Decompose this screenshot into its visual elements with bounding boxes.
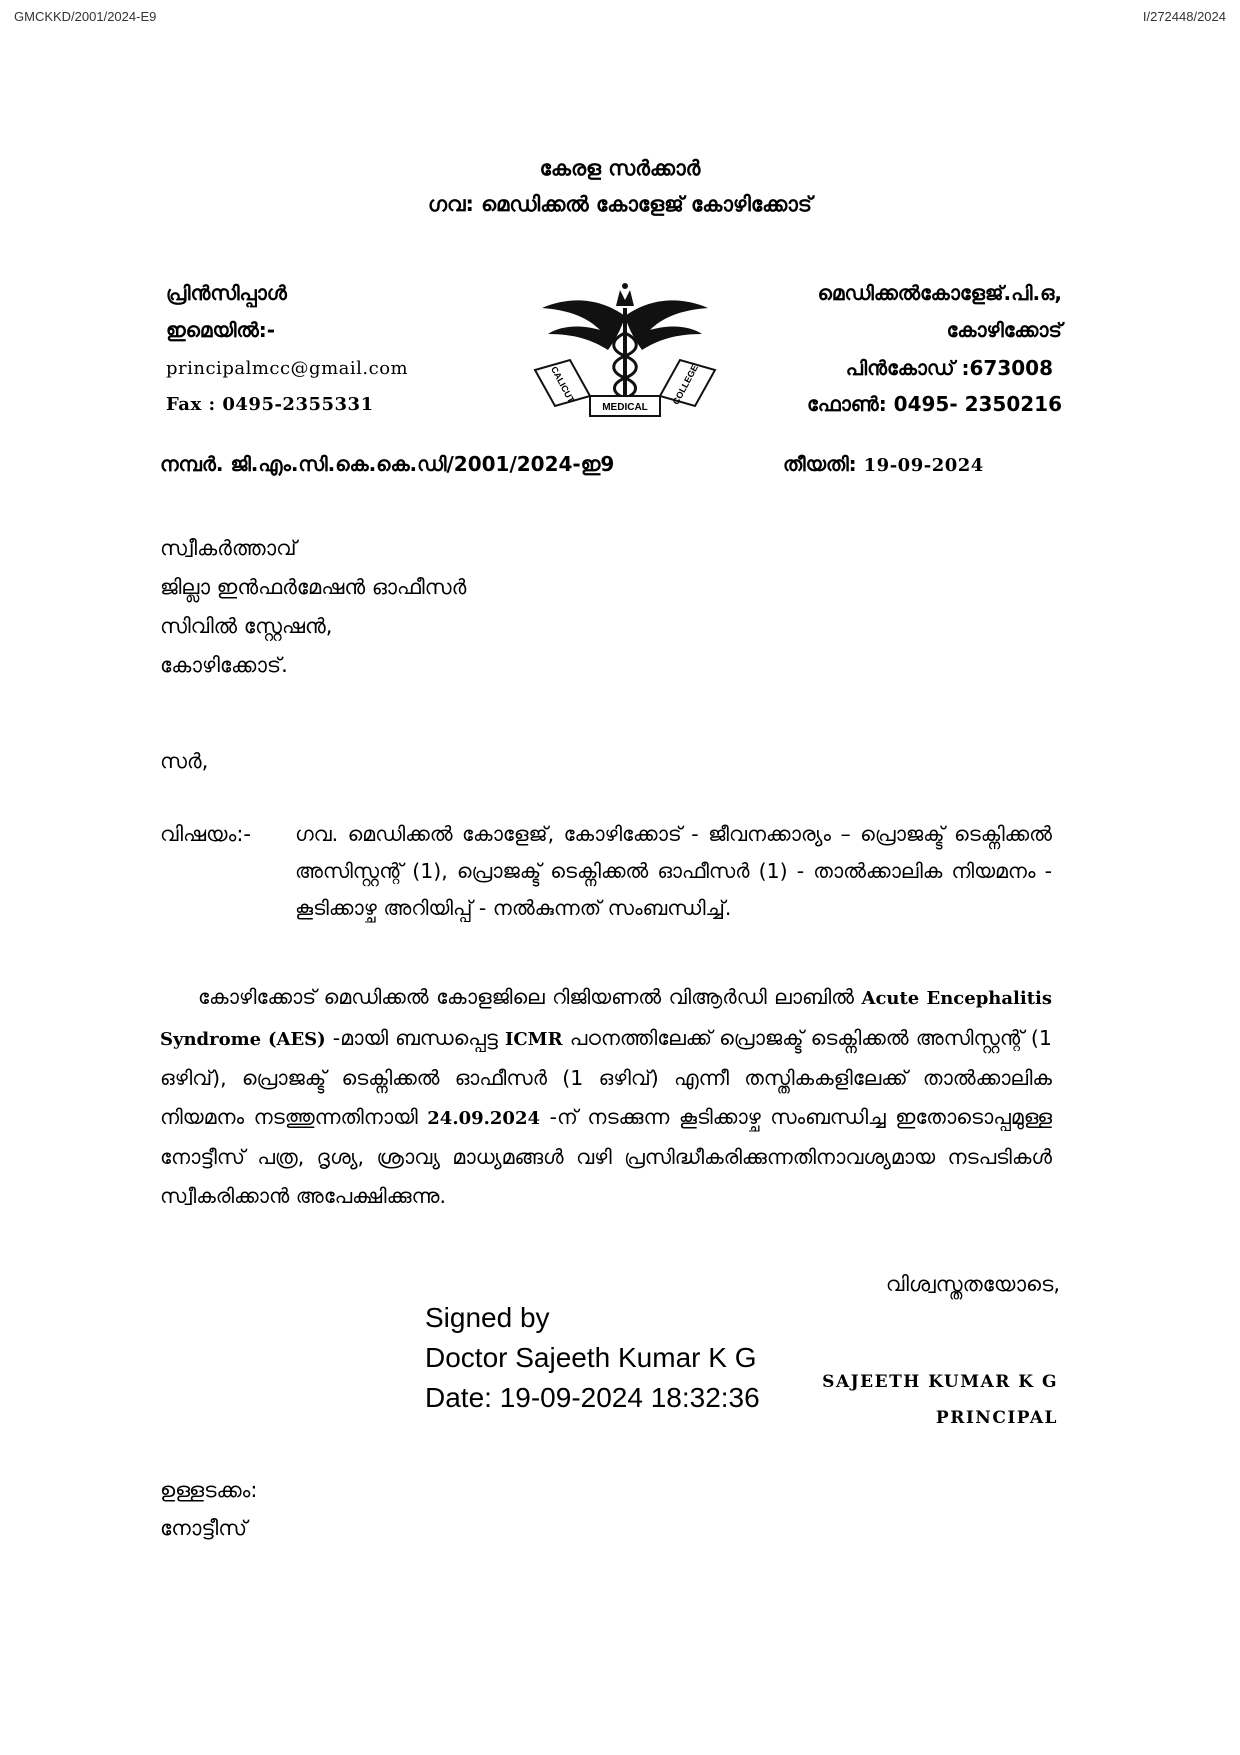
pincode: പിൻകോഡ് :673008 — [845, 356, 1053, 380]
closing: വിശ്വസ്തതയോടെ, — [885, 1272, 1060, 1296]
signatory-name: SAJEETH KUMAR K G — [822, 1372, 1058, 1392]
date-value: 19-09-2024 — [863, 455, 984, 476]
email-label: ഇമെയിൽ:- — [166, 318, 276, 342]
body-paragraph — [160, 978, 1052, 1215]
signatory-designation: PRINCIPAL — [935, 1408, 1058, 1428]
date-label: തീയതി: — [783, 452, 857, 476]
page-ref-left: GMCKKD/2001/2024-E9 — [14, 9, 157, 24]
recipient-line: കോഴിക്കോട്. — [160, 653, 288, 677]
college-emblem-icon — [530, 278, 720, 428]
subject-text: ഗവ. മെഡിക്കൽ കോളേജ്, കോഴിക്കോട് - ജീവനക്കാര്യം – പ്രൊജക്ട് ടെക്നിക്കൽ അസിസ്റ്റന്റ് (1), പ്രൊജക്ട് ടെക്നിക്കൽ ഓഫീസർ (1) - താൽക്കാലിക നിയമനം - കൂടിക്കാഴ്ച അറിയിപ്പ് - നൽകുന്നത് സംബന്ധിച്ച്. — [295, 822, 1052, 920]
body-english-term: ICMR — [504, 1028, 563, 1050]
address-line-1: മെഡിക്കൽകോളേജ്.പി.ഒ, — [817, 281, 1062, 305]
letter-date — [783, 452, 984, 476]
digital-signature — [425, 1298, 760, 1418]
signature-line: Signed by — [425, 1302, 550, 1333]
recipient-block — [160, 529, 466, 685]
page-ref-right: I/272448/2024 — [1142, 9, 1226, 24]
body-text: -മായി ബന്ധപ്പെട്ട — [332, 1025, 498, 1050]
signature-line: Doctor Sajeeth Kumar K G — [425, 1342, 757, 1373]
recipient-line: സ്വീകർത്താവ് — [160, 536, 297, 560]
header-line-2: ഗവ: മെഡിക്കൽ കോളേജ് കോഴിക്കോട് — [427, 192, 813, 216]
emblem-ribbon-right: COLLEGE — [670, 363, 700, 407]
body-date: 24.09.2024 — [427, 1107, 541, 1129]
reference-number: നമ്പർ. ജി.എം.സി.കെ.കെ.ഡി/2001/2024-ഇ9 — [160, 452, 615, 476]
fax-number: Fax : 0495-2355331 — [166, 394, 374, 415]
recipient-line: സിവിൽ സ്റ്റേഷൻ, — [160, 614, 333, 638]
body-text: കോഴിക്കോട് മെഡിക്കൽ കോളജിലെ റിജിയണൽ വിആർഡി ലാബിൽ — [198, 985, 855, 1009]
phone-number: ഫോൺ: 0495- 2350216 — [807, 392, 1062, 416]
enclosure-label: ഉള്ളടക്കം: — [160, 1478, 258, 1502]
recipient-line: ജില്ലാ ഇൻഫർമേഷൻ ഓഫീസർ — [160, 575, 467, 599]
salutation: സർ, — [160, 749, 209, 773]
emblem-ribbon-left: CALICUT — [548, 364, 577, 405]
address-line-2: കോഴിക്കോട് — [946, 318, 1062, 342]
principal-title: പ്രിൻസിപ്പാൾ — [166, 281, 287, 305]
email-address: principalmcc@gmail.com — [166, 358, 409, 379]
body-text: പഠനത്തിലേക്ക് പ്രൊജക്ട് ടെക്നിക്കൽ അസിസ്റ്റന്റ് (1 ഒഴിവ്), പ്രൊജക്ട് ടെക്നിക്കൽ ഓഫീസർ (1 ഒഴിവ്) എന്നീ തസ്തികകളിലേക്ക് താൽക്കാലിക നിയമനം നടത്തുന്നതിനായി — [160, 1025, 1052, 1129]
header-line-1: കേരള സർക്കാർ — [539, 156, 701, 180]
subject-label: വിഷയം:- — [160, 822, 251, 846]
emblem-ribbon-mid: MEDICAL — [602, 402, 648, 413]
enclosure-item: നോട്ടീസ് — [160, 1516, 248, 1540]
body-english-term: Acute Encephalitis Syndrome (AES) — [160, 988, 1052, 1050]
signature-line: Date: 19-09-2024 18:32:36 — [425, 1382, 760, 1413]
body-text: -ന് നടക്കുന്ന കൂടിക്കാഴ്ച സംബന്ധിച്ച ഇതോടൊപ്പമുള്ള നോട്ടീസ് പത്ര, ദൃശ്യ, ശ്രാവ്യ മാധ്യമങ്ങൾ വഴി പ്രസിദ്ധീകരിക്കുന്നതിനാവശ്യമായ നടപടികൾ സ്വീകരിക്കാൻ അപേക്ഷിക്കുന്നു. — [160, 1104, 1052, 1208]
